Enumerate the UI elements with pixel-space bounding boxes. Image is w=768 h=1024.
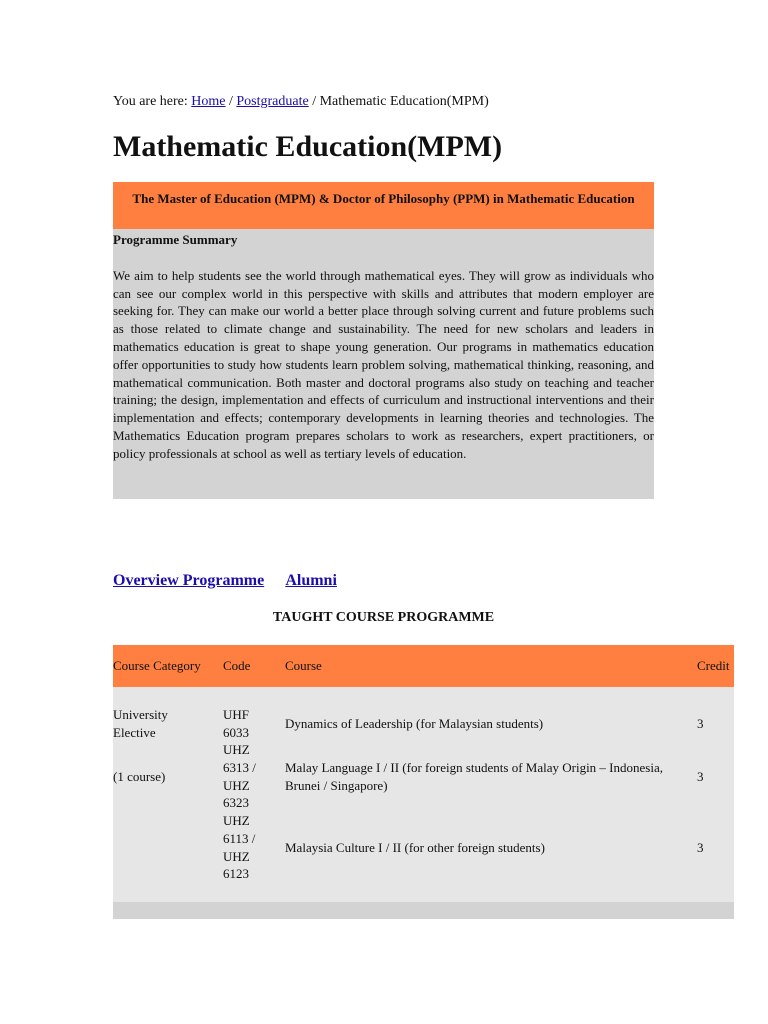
breadcrumb-prefix: You are here: (113, 94, 188, 109)
header-course-category: Course Category (113, 658, 201, 673)
table-header (113, 645, 734, 687)
tab-alumni[interactable]: Alumni (285, 572, 337, 589)
programme-summary (113, 229, 654, 499)
summary-heading: Programme Summary (113, 232, 238, 247)
breadcrumb-current: Mathematic Education(MPM) (319, 94, 489, 109)
breadcrumb-separator: / (229, 94, 233, 109)
tab-overview-programme[interactable]: Overview Programme (113, 572, 265, 589)
course-category: University Elective (113, 707, 168, 740)
course-code: UHZ 6113 / UHZ 6123 (223, 813, 256, 882)
course-name: Dynamics of Leadership (for Malaysian students) (285, 716, 544, 731)
table-footer (113, 902, 734, 919)
course-name: Malaysia Culture I / II (for other foreign students) (285, 840, 545, 855)
summary-body: We aim to help students see the world through mathematical eyes. They will grow as individuals who can see our complex world in this perspective with skills and attributes that modern employer are seeking for. They can make our world a better place through solving current and future problems such as those related to climate change and sustainability. The need for new scholars and leaders in mathematics education is great to shape young generation. Our programs in mathematics education offer opportunities to study how students learn problem solving, mathematical thinking, reasoning, and mathematical communication. Both master and doctoral programs also study on teaching and teacher training; the design, implementation and effects of curriculum and instructional interventions and their implementation and effects; contemporary developments in learning theories and technologies. The Mathematics Education program prepares scholars to work as researchers, expert practitioners, or policy professionals at school as well as tertiary levels of education. (113, 267, 654, 461)
course-code: UHZ 6313 / UHZ 6323 (223, 742, 256, 811)
section-heading: TAUGHT COURSE PROGRAMME (272, 610, 495, 625)
breadcrumb-postgraduate-link[interactable]: Postgraduate (236, 94, 309, 109)
course-category-note: (1 course) (113, 769, 166, 784)
header-code: Code (223, 658, 251, 673)
course-table (113, 645, 734, 919)
course-credit: 3 (697, 840, 704, 855)
course-credit: 3 (697, 769, 704, 784)
course-credit: 3 (697, 716, 704, 731)
page-title: Mathematic Education(MPM) (113, 130, 503, 163)
table-body (113, 687, 734, 902)
header-credit: Credit (697, 658, 730, 673)
course-code: UHF 6033 (223, 707, 250, 740)
course-name: Malay Language I / II (for foreign students of Malay Origin – Indonesia, Brunei / Singapore) (285, 760, 663, 793)
programme-banner: The Master of Education (MPM) & Doctor of Philosophy (PPM) in Mathematic Education (113, 182, 654, 229)
breadcrumb-separator: / (312, 94, 317, 109)
breadcrumb (113, 94, 489, 110)
breadcrumb-home-link[interactable]: Home (191, 94, 226, 109)
header-course: Course (285, 658, 322, 673)
programme-tabs (113, 572, 355, 590)
